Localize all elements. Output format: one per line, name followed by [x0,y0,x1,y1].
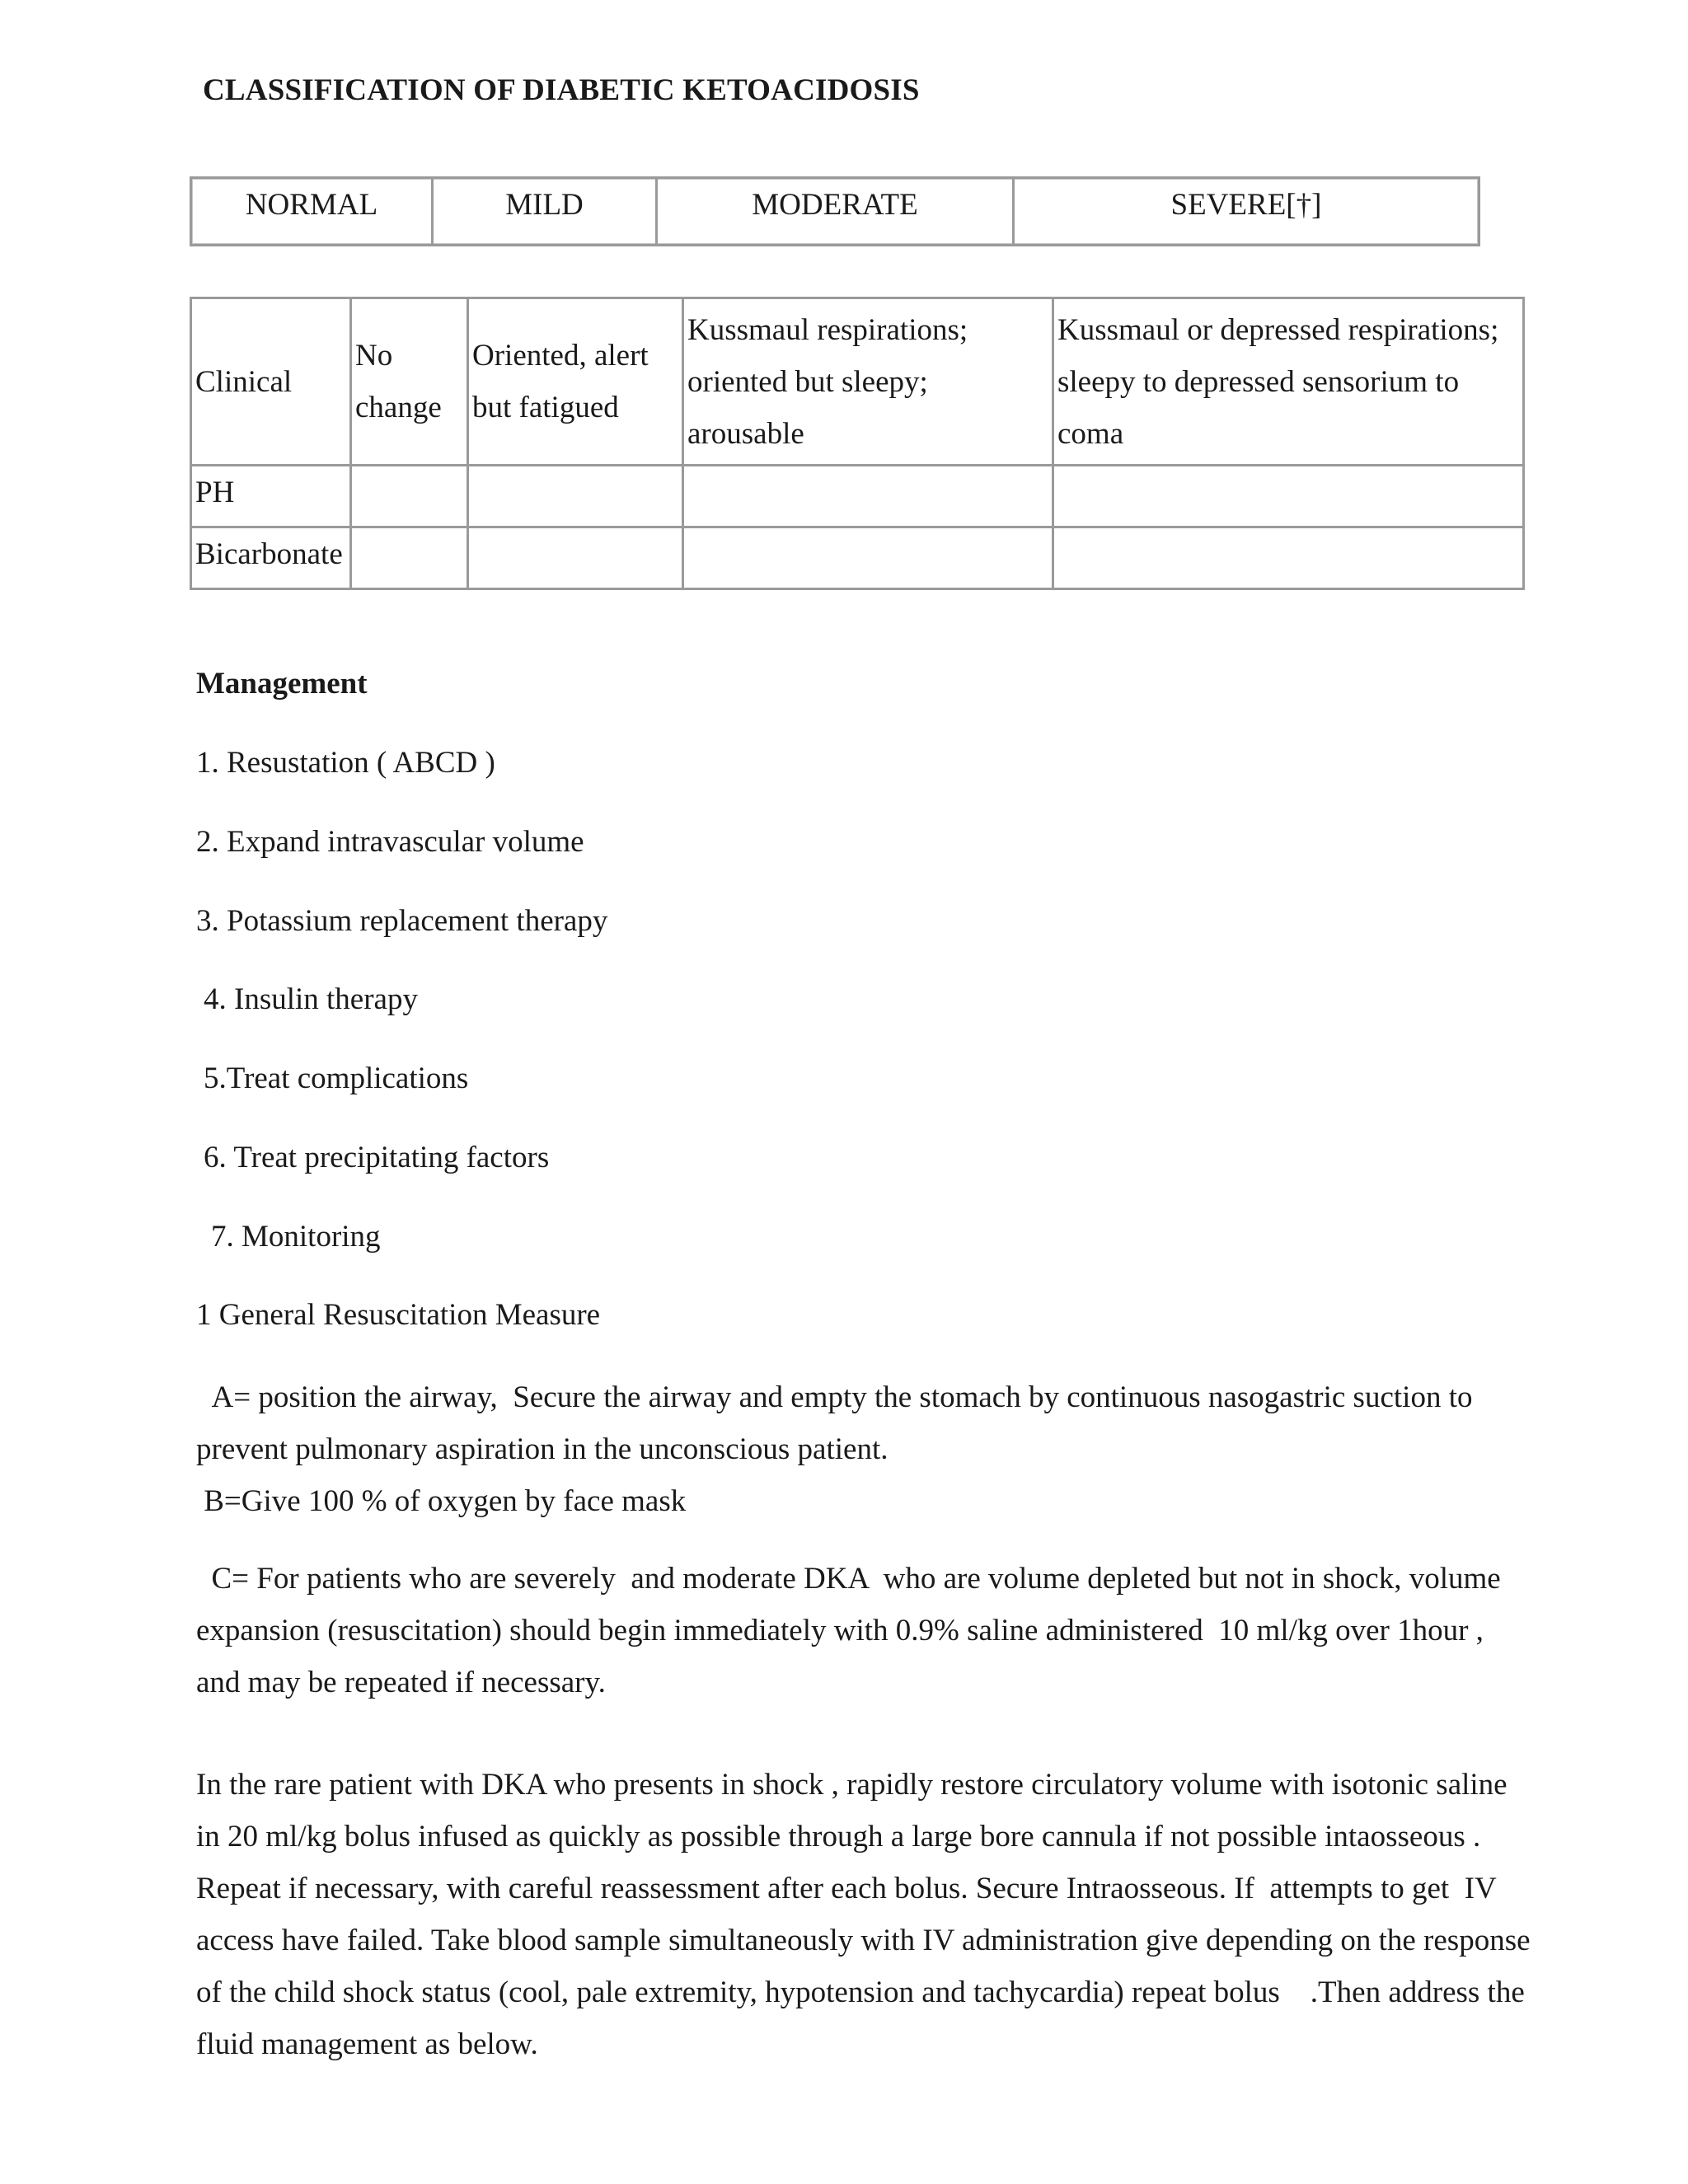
circulation-paragraph: C= For patients who are severely and moderate DKA who are volume depleted but not in shock, volume expansion (resuscitation) should begin immediately with 0.9% saline administered 10 ml/kg over 1hour , and may be repeated if necessary. [196,1562,1508,1699]
row-label-ph: PH [192,466,352,528]
table-row [192,179,1478,244]
breathing-paragraph: B=Give 100 % of oxygen by face mask [196,1484,687,1518]
cell-ph-moderate [684,466,1054,528]
cell-clinical-moderate: Kussmaul respirations; oriented but sleepy; arousable [684,299,1054,466]
row-label-bicarbonate: Bicarbonate [192,528,352,588]
table-row [192,299,1522,466]
management-step: 4. Insulin therapy [204,982,418,1016]
shock-paragraph: In the rare patient with DKA who presents in shock , rapidly restore circulatory volume with isotonic saline in 20 ml/kg bolus infused as quickly as possible through a large bore cannula if not possible intaosseous . Repeat if necessary, with careful reassessment after each bolus. Secure Intraosseous. If attempts to get IV access have failed. Take blood sample simultaneously with IV administration give depending on the response of the child shock status (cool, pale extremity, hypotension and tachycardia) repeat bolus .Then address the fluid management as below. [196,1768,1538,2061]
management-step: 2. Expand intravascular volume [196,825,584,859]
cell-bicarbonate-severe [1054,528,1522,588]
cell-bicarbonate-mild [469,528,684,588]
cell-ph-normal [352,466,469,528]
cell-clinical-mild: Oriented, alert but fatigued [469,299,684,466]
header-cell-moderate: MODERATE [658,179,1015,244]
table-row [192,528,1522,588]
header-cell-severe: SEVERE[†] [1170,188,1322,222]
cell-clinical-normal: No change [352,299,469,466]
document-title: CLASSIFICATION OF DIABETIC KETOACIDOSIS [203,73,920,107]
row-label-clinical: Clinical [192,299,352,466]
header-cell-mild: MILD [434,179,658,244]
airway-paragraph: A= position the airway, Secure the airway and empty the stomach by continuous nasogastric suction to prevent pulmonary aspiration in the unconscious patient. [196,1380,1480,1466]
cell-bicarbonate-moderate [684,528,1054,588]
management-step: 3. Potassium replacement therapy [196,904,608,938]
cell-clinical-severe: Kussmaul or depressed respirations; sleepy to depressed sensorium to coma [1054,299,1522,466]
management-step: 1. Resustation ( ABCD ) [196,746,495,780]
cell-bicarbonate-normal [352,528,469,588]
table-row [192,466,1522,528]
management-step: 6. Treat precipitating factors [204,1141,550,1174]
cell-ph-mild [469,466,684,528]
classification-table [190,297,1525,590]
management-heading: Management [196,667,368,701]
header-cell-normal: NORMAL [192,179,434,244]
management-step: 5.Treat complications [204,1062,469,1095]
cell-ph-severe [1054,466,1522,528]
severity-header-table [190,176,1480,246]
management-step: 7. Monitoring [211,1220,381,1254]
resuscitation-heading: 1 General Resuscitation Measure [196,1298,601,1332]
